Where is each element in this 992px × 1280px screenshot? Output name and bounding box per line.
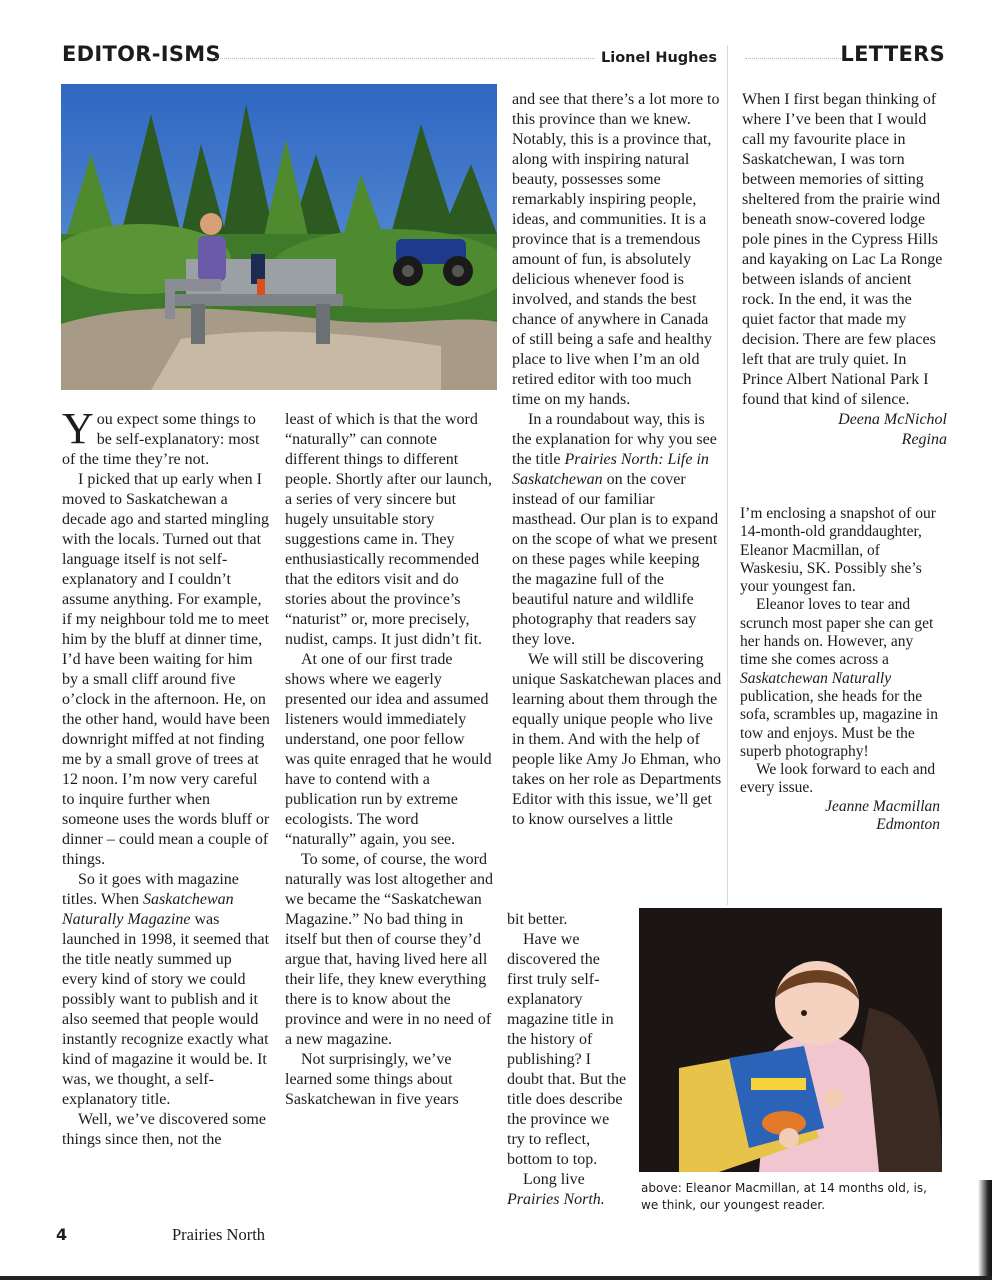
header-rule — [745, 58, 845, 59]
editorial-paragraph: least of which is that the word “naturally” can connote different things to different people. Shortly after our launch, a series of very sincere but hugely unsuitable story suggestions came in. They enthusiastically recommended that the editors visit and do stories about the province’s “naturist” or, more precisely, nudist, camps. It just didn’t fit. — [285, 411, 493, 648]
photo-baby-reading — [639, 908, 942, 1172]
letter-jeanne — [740, 505, 940, 834]
photo-man-on-bench — [61, 84, 497, 390]
letter-signature-city: Regina — [901, 431, 947, 448]
scan-edge — [978, 1180, 992, 1280]
letter-paragraph: When I first began thinking of where I’ve been that I would call my favourite place in Saskatchewan, I was torn between memories of sitting sheltered from the prairie wind beneath snow-covered lodge pole pines in the Cypress Hills and kayaking on Lac La Ronge between islands of ancient rock. In the end, it was the quiet factor that made my decision. There are few places left that are truly quiet. In Prince Albert National Park I found that kind of silence. — [742, 91, 943, 408]
editorial-paragraph: bit better. — [507, 911, 568, 928]
editorial-paragraph: We will still be discovering unique Saskatchewan places and learning about them through the equally unique people who live in them. And with the help of people like Amy Jo Ehman, who takes on her role as Departments Editor with this issue, we’ll get to know ourselves a little — [512, 651, 722, 828]
editorial-paragraph: At one of our first trade shows where we eagerly presented our idea and assumed listeners would immediately understand, one poor fellow was quite enraged that he would have to contend with a publication run by extreme ecologists. The word “naturally” again, you see. — [285, 651, 492, 848]
editorial-column-2 — [285, 410, 493, 1110]
drop-cap: Y — [62, 404, 94, 453]
paragraph-text: Eleanor loves to tear and scrunch most paper she can get her hands on. However, any time she comes across a — [740, 596, 934, 669]
magazine-title: Saskatchewan Naturally — [740, 669, 892, 687]
editorial-paragraph: Have we discovered the first truly self-explanatory magazine title in the history of publishing? I doubt that. But the title does describe the province we try to reflect, bottom to top. — [507, 931, 627, 1168]
page-number: 4 — [56, 1225, 68, 1244]
editorial-paragraph — [62, 870, 270, 1110]
magazine-title: Saskatchewan Naturally Magazine — [62, 891, 234, 928]
editorial-paragraph — [512, 410, 722, 650]
editorial-paragraph — [62, 404, 270, 470]
column-divider — [727, 45, 728, 905]
editorial-paragraph: I picked that up early when I moved to Saskatchewan a decade ago and started mingling with the locals. Turned out that language itself is not self-explanatory and I couldn’t assume anything. For example, if my neighbour told me to meet him by the bluff at dinner time, I’d have been waiting for him by a small cliff around five o’clock in the afternoon. He, on the other hand, would have been downright miffed at not finding me by a small grove of trees at 12 noon. I’m now very careful to inquire further when someone uses the words bluff or dinner – could mean a couple of things. — [62, 471, 270, 868]
editorial-column-3 — [512, 90, 722, 830]
letter-paragraph: We look forward to each and every issue. — [740, 761, 936, 797]
magazine-title: Prairies North. — [507, 1191, 605, 1208]
section-title-editor-isms: EDITOR-ISMS — [62, 42, 221, 66]
paragraph-text: Long live — [523, 1171, 585, 1188]
magazine-title: Prairies North: Life in Saskatchewan — [512, 451, 709, 488]
publication-name: Prairies North — [172, 1225, 266, 1244]
editorial-paragraph — [507, 1170, 627, 1210]
editorial-paragraph: Not surprisingly, we’ve learned some things about Saskatchewan in five years — [285, 1051, 459, 1108]
photo-illustration — [61, 84, 497, 390]
paragraph-text: on the cover instead of our familiar masthead. Our plan is to expand on the scope of what we present on these pages while keeping the magazine full of the beautiful nature and wildlife photography that readers say they love. — [512, 471, 719, 648]
scan-edge — [0, 1276, 992, 1280]
editorial-column-3-narrow — [507, 910, 627, 1210]
paragraph-text: So it goes with magazine titles. When — [62, 871, 239, 908]
paragraph-text: publication, she heads for the sofa, scrambles up, magazine in tow and enjoys. Must be the superb photography! — [740, 687, 938, 760]
editorial-paragraph: and see that there’s a lot more to this province than we knew. Notably, this is a province that, along with inspiring natural beauty, possesses some remarkably inspiring people, ideas, and communities. It is a province that is a tremendous amount of fun, is absolutely delicious whenever food is involved, and stands the best chance of anywhere in Canada of still being a safe and healthy place to live when I’m an old retired editor with too much time on my hands. — [512, 91, 720, 408]
paragraph-text: was launched in 1998, it seemed that the title neatly summed up every kind of story we could possibly want to publish and it also seemed that people would instantly recognize exactly what kind of magazine it would be. It was, we thought, a self-explanatory title. — [62, 911, 270, 1108]
letter-signature-city: Edmonton — [876, 816, 940, 834]
letter-signature-name: Jeanne Macmillan — [825, 797, 940, 815]
paragraph-text: ou expect some things to be self-explanatory: most of the time they’re not. — [62, 411, 260, 468]
photo-illustration — [639, 908, 942, 1172]
photo-caption: above: Eleanor Macmillan, at 14 months old, is, we think, our youngest reader. — [641, 1181, 927, 1212]
paragraph-text: In a roundabout way, this is the explanation for why you see the title — [512, 411, 717, 468]
author-byline: Lionel Hughes — [601, 50, 717, 66]
letter-paragraph: I’m enclosing a snapshot of our 14-month-old granddaughter, Eleanor Macmillan, of Waskesiu, SK. Possibly she’s your youngest fan. — [740, 505, 936, 596]
editorial-column-1 — [62, 404, 270, 1150]
editorial-paragraph: To some, of course, the word naturally was lost altogether and we became the “Saskatchewan Magazine.” No bad thing in itself but then of course they’d argue that, having lived here all their life, they knew everything there is to know about the province and were in no need of a new magazine. — [285, 851, 493, 1048]
letter-paragraph — [740, 596, 940, 761]
section-title-letters: LETTERS — [840, 42, 945, 66]
letter-signature-name: Deena McNichol — [838, 411, 947, 428]
letter-deena — [742, 90, 947, 450]
header-rule — [215, 58, 595, 59]
editorial-paragraph: Well, we’ve discovered some things since then, not the — [62, 1111, 266, 1148]
